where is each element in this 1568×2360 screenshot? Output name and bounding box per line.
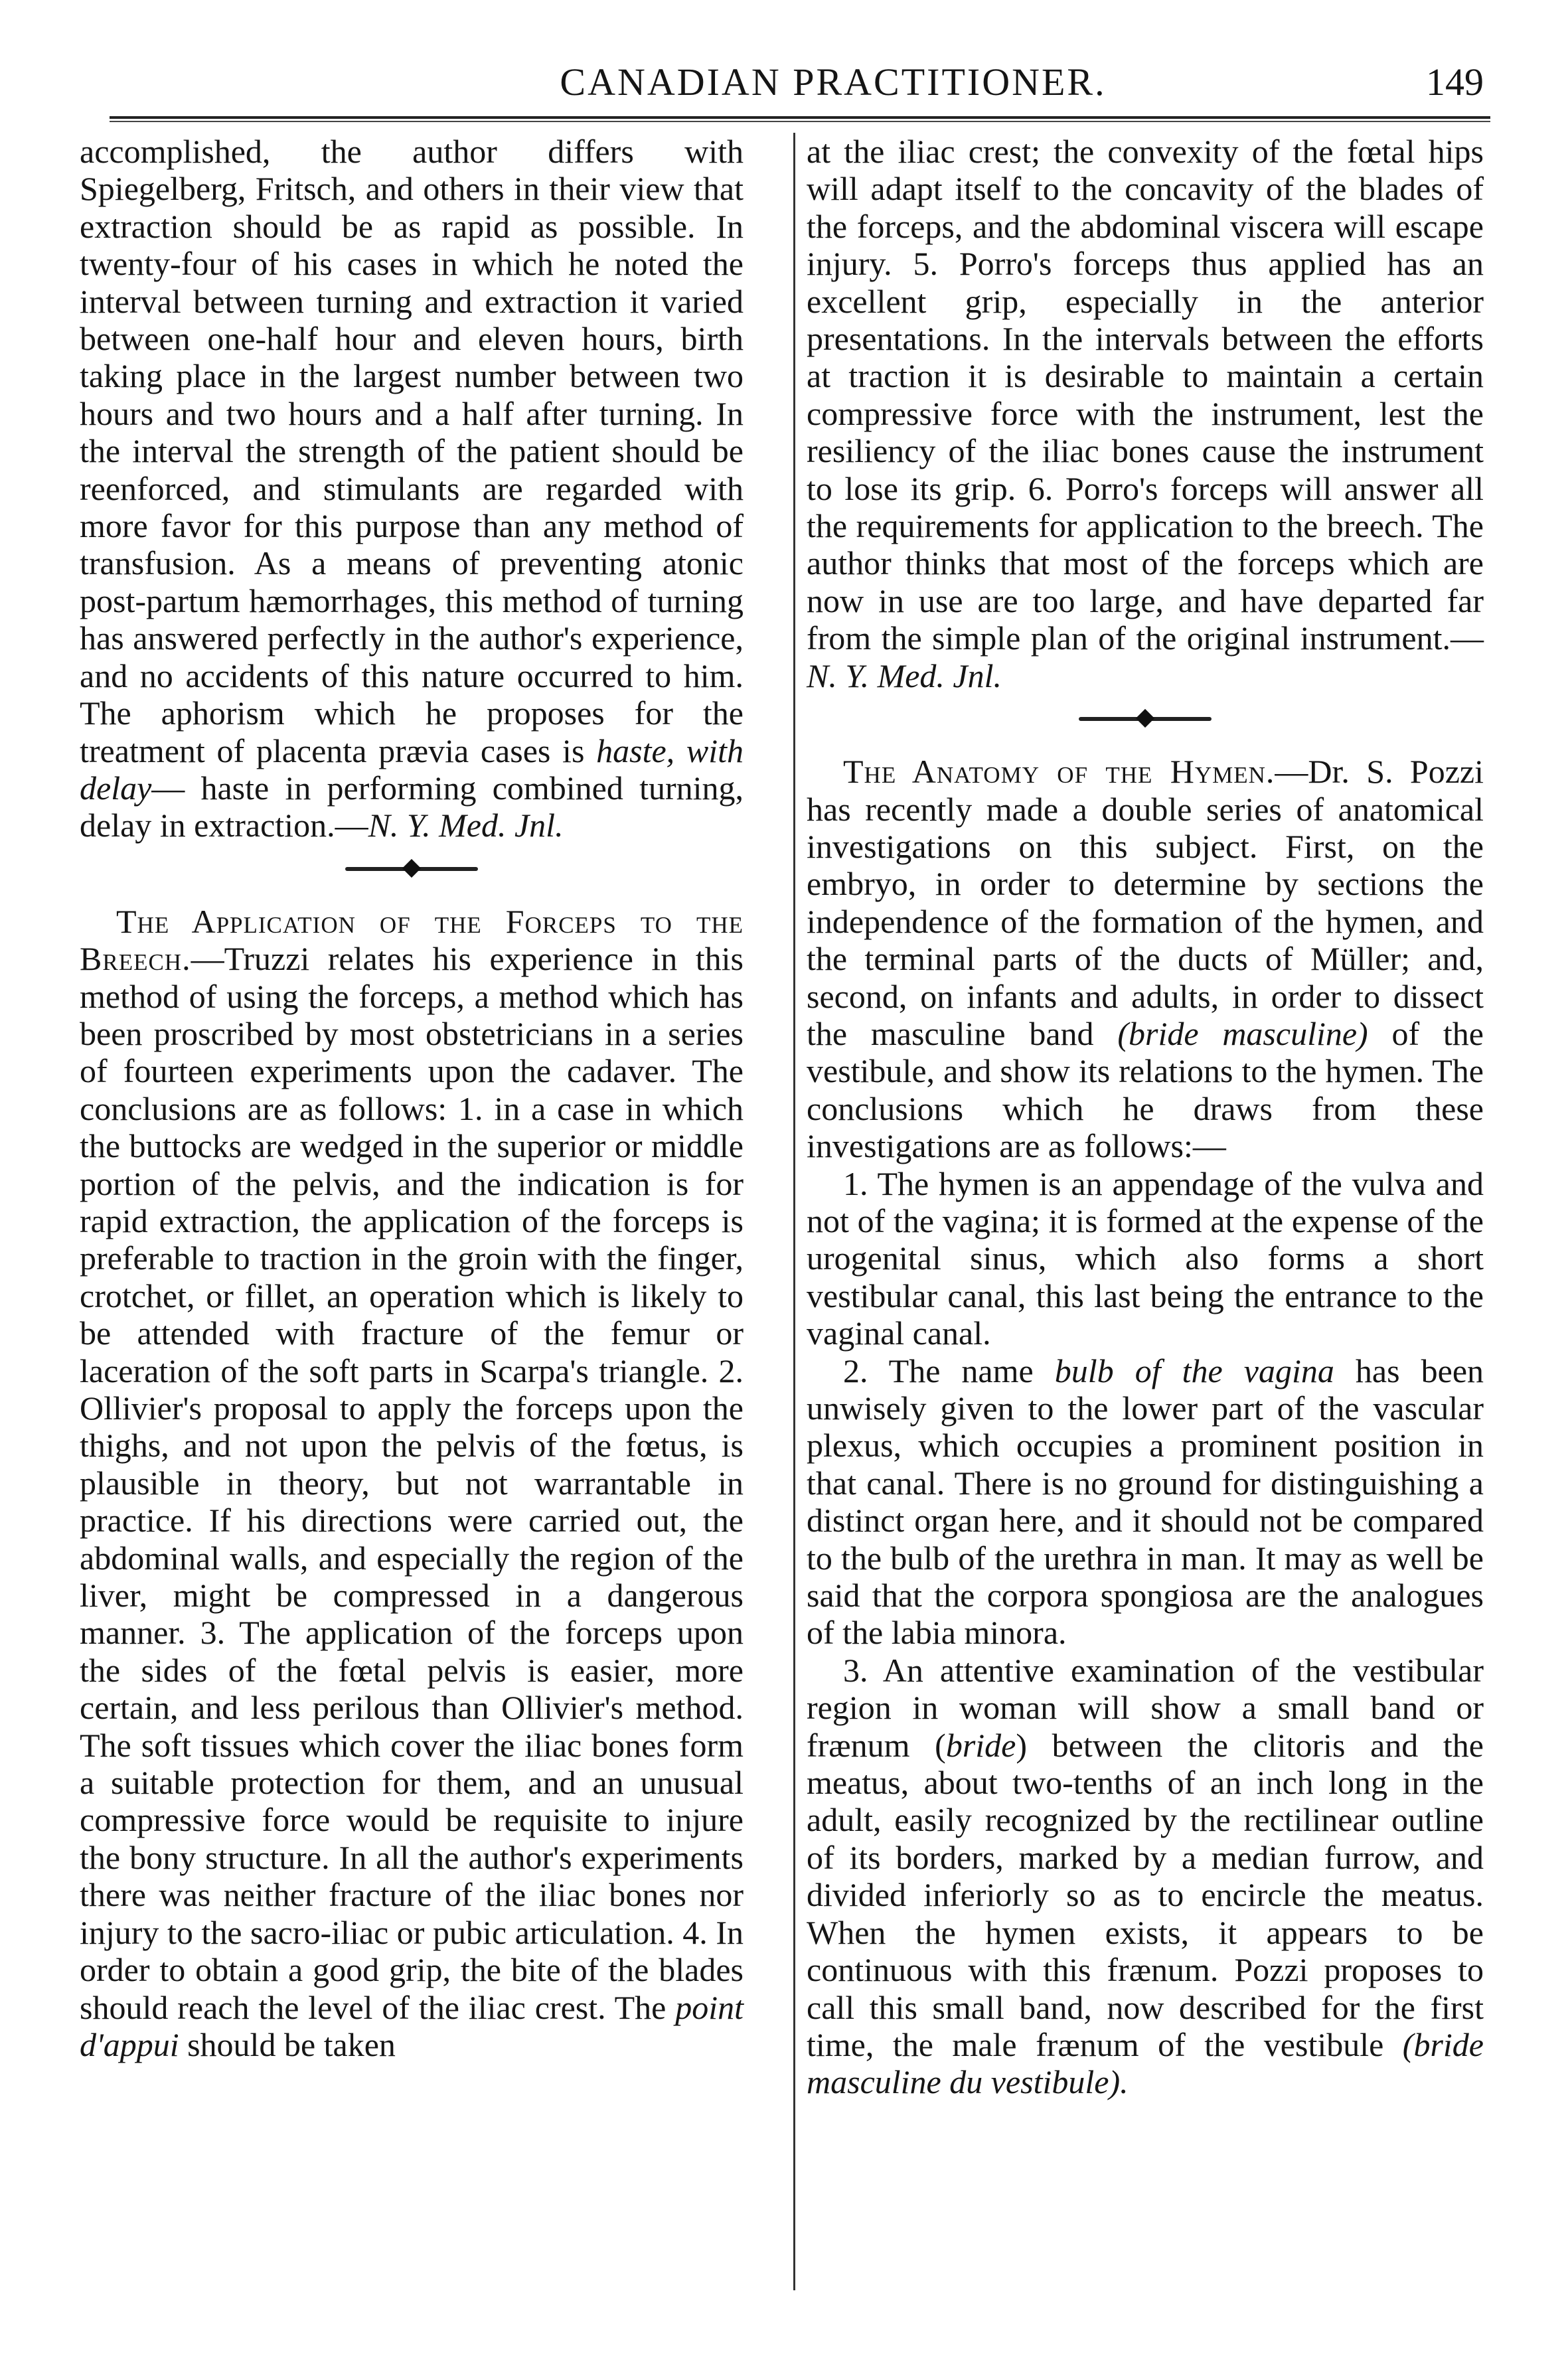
article-heading: The Application of the Forceps to the Breech. — [80, 902, 744, 978]
point-text: ) between the clitoris and the meatus, about two-tenths of an inch long in the adult, easily recognized by the rectilinear outline of its borders, marked by a median furrow, and divided inferiorly so as to encircle the meatus. When the hymen exists, it appears to be continuous with this frænum. Pozzi proposes to call this small band, now described for the first time, the male frænum of the vestibule — [807, 1726, 1484, 2063]
source-citation: N. Y. Med. Jnl. — [368, 807, 564, 844]
header-rule-thin — [110, 121, 1490, 122]
point-text: 3. An attentive examination of the vestibular region in woman will show a small band or frænum ( — [807, 1651, 1484, 1764]
italic-phrase: (bride masculine) — [1117, 1014, 1368, 1052]
right-column — [807, 133, 1484, 2101]
column-divider — [793, 133, 795, 2290]
running-title: CANADIAN PRACTITIONER. — [560, 60, 1107, 104]
conclusion-point-2 — [807, 1352, 1484, 1652]
paragraph-text: accomplished, the author differs with Spiegelberg, Fritsch, and others in their view that extraction should be as rapid as possible. In twenty-four of his cases in which he noted the interval between turning and extraction it varied between one-half hour and eleven hours, birth taking place in the largest number between two hours and two hours and a half after turning. In the interval the strength of the patient should be reenforced, and stimulants are regarded with more favor for this purpose than any method of transfusion. As a means of preventing atonic post-partum hæmorrhages, this method of turning has answered perfectly in the author's experience, and no accidents of this nature occurred to him. The aphorism which he proposes for the treatment of placenta prævia cases is — [80, 133, 744, 769]
paragraph-text: at the iliac crest; the convexity of the fœtal hips will adapt itself to the concavity of the blades of the forceps, and the abdominal viscera will escape injury. 5. Porro's forceps thus applied has an excellent grip, especially in the anterior presentations. In the intervals between the efforts at traction it is desirable to maintain a certain compressive force with the instrument, lest the resiliency of the iliac bones cause the instrument to lose its grip. 6. Porro's forceps will answer all the requirements for application to the breech. The author thinks that most of the forceps which are now in use are too large, and have departed far from the simple plan of the original instrument.— — [807, 133, 1484, 657]
italic-phrase: (bride masculine du vestibule). — [807, 2025, 1484, 2101]
conclusion-point-3 — [807, 1652, 1484, 2101]
italic-phrase: bride — [945, 1726, 1016, 1764]
conclusion-point-1: 1. The hymen is an appendage of the vulva and not of the vagina; it is formed at the expense of the urogenital sinus, which also forms a short vestibular canal, this last being the entrance to the vaginal canal. — [807, 1164, 1484, 1352]
italic-phrase: haste, with delay — [80, 732, 744, 807]
continued-paragraph — [807, 133, 1484, 694]
left-column — [80, 133, 744, 2063]
article-anatomy-hymen — [807, 753, 1484, 1164]
article-text: of the vestibule, and show its relations to the hymen. The conclusions which he draws from these investigations are as follows:— — [807, 1014, 1484, 1165]
article-text: —Truzzi relates his experience in this method of using the forceps, a method which has been proscribed by most obstetricians in a series of fourteen experiments upon the cadaver. The conclusions are as follows: 1. in a case in which the buttocks are wedged in the superior or middle portion of the pelvis, and the indication is for rapid extraction, the application of the forceps is preferable to traction in the groin with the finger, crotchet, or fillet, an operation which is likely to be attended with fracture of the femur or laceration of the soft parts in Scarpa's triangle. 2. Ollivier's proposal to apply the forceps upon the thighs, and not upon the pelvis of the fœtus, is plausible in theory, but not warrantable in practice. If his directions were carried out, the abdominal walls, and especially the region of the liver, might be compressed in a dangerous manner. 3. The application of the forceps upon the sides of the fœtal pelvis is easier, more certain, and less perilous than Ollivier's method. The soft tissues which cover the iliac bones form a suitable protection for them, and an unusual compressive force would be requisite to injure the bony structure. In all the author's experiments there was neither fracture of the iliac bones nor injury to the sacro-iliac or pubic articulation. 4. In order to obtain a good grip, the bite of the blades should reach the level of the iliac crest. The — [80, 940, 744, 2026]
continued-paragraph — [80, 133, 744, 844]
paragraph-text: — haste in performing combined turning, delay in extraction.— — [80, 769, 744, 844]
point-text: 2. The name — [843, 1352, 1055, 1389]
article-text: —Dr. S. Pozzi has recently made a double series of anatomical investigations on this subject. First, on the embryo, in order to determine by sections the independence of the formation of the hymen, and the terminal parts of the ducts of Müller; and, second, on infants and adults, in order to dissect the masculine band — [807, 753, 1484, 1052]
header-rule — [110, 116, 1490, 119]
section-ornament — [80, 852, 744, 886]
page-header — [110, 46, 1490, 119]
article-heading: The Anatomy of the Hymen. — [843, 753, 1275, 791]
italic-phrase: bulb of the vagina — [1054, 1352, 1334, 1389]
article-text: should be taken — [179, 2025, 396, 2063]
section-ornament — [807, 702, 1484, 736]
source-citation: N. Y. Med. Jnl. — [807, 657, 1002, 694]
page-number: 149 — [1426, 60, 1484, 104]
point-text: has been unwisely given to the lower part of the vascular plexus, which occupies a prominent position in that canal. There is no ground for distinguishing a distinct organ here, and it should not be compared to the bulb of the urethra in man. It may as well be said that the corpora spongiosa are the analogues of the labia minora. — [807, 1352, 1484, 1652]
italic-phrase: point d'appui — [80, 1988, 744, 2063]
article-forceps-breech — [80, 903, 744, 2064]
